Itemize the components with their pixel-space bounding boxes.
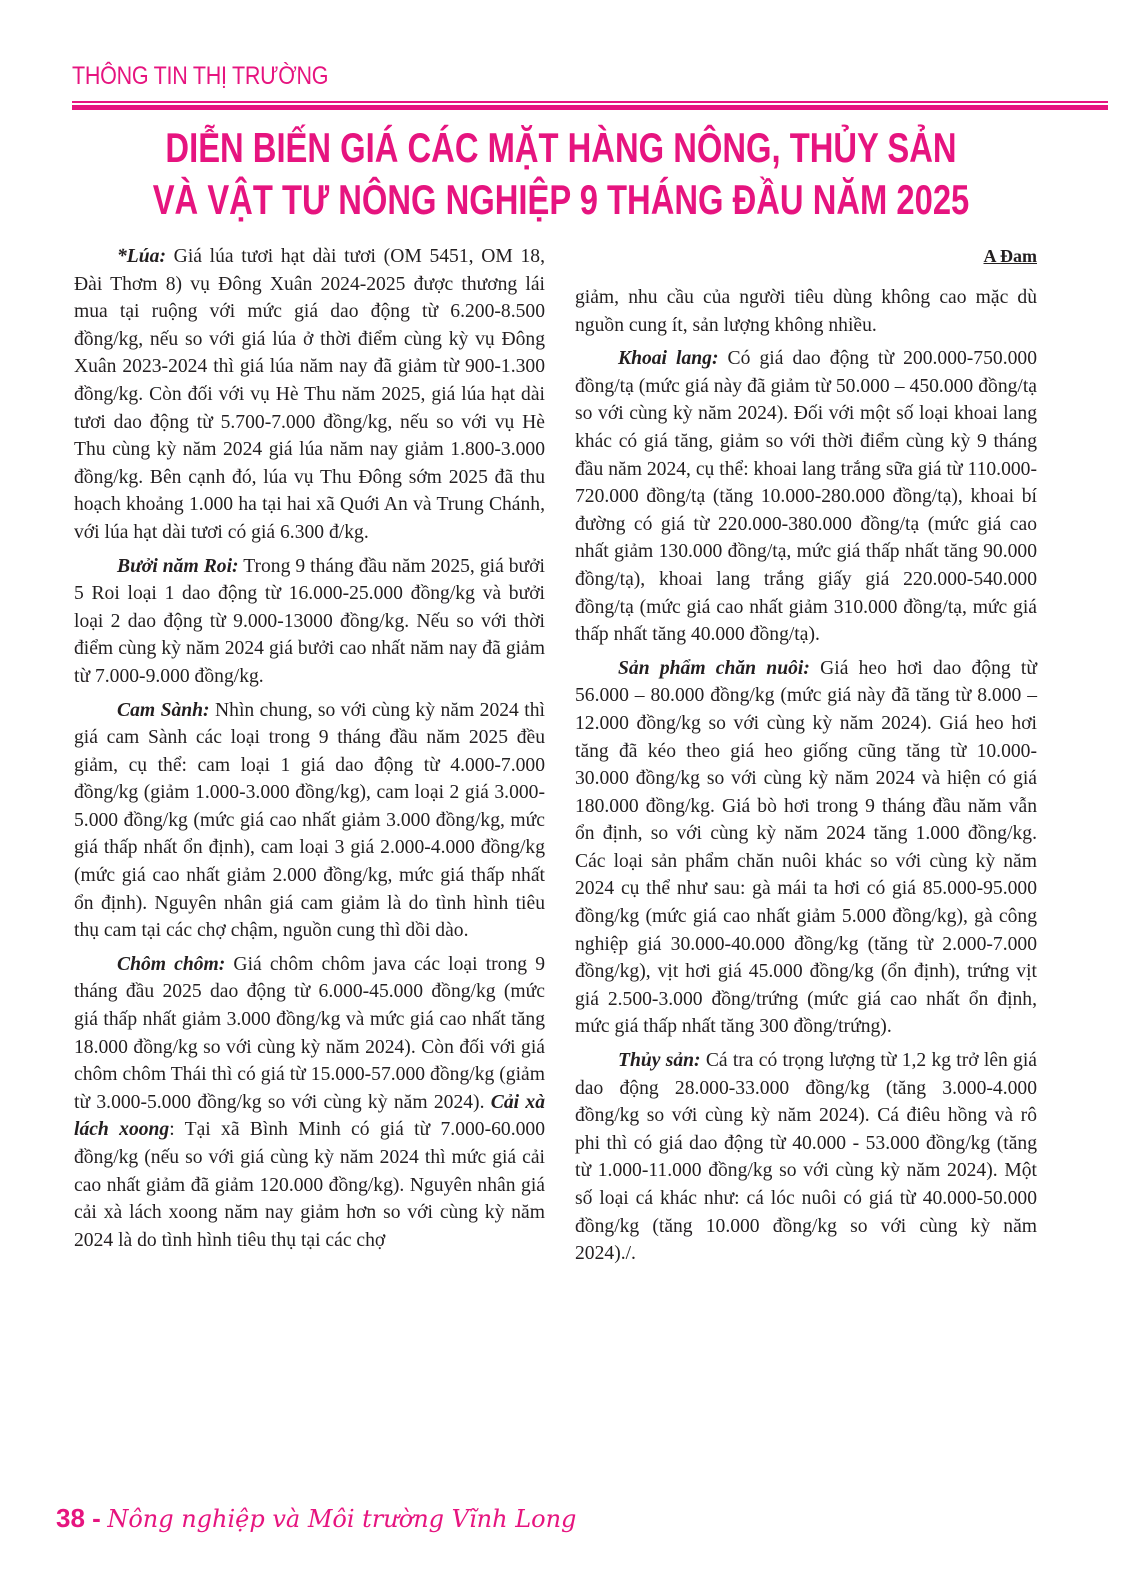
right-column: [575, 243, 1037, 1274]
paragraph-lead: Thủy sản:: [618, 1050, 701, 1072]
paragraph-text: Giá chôm chôm java các loại trong 9 tháng đầu 2025 dao động từ 6.000-45.000 đồng/kg (mức giá thấp nhất giảm 3.000 đồng/kg và mức giá cao nhất tăng 18.000 đồng/kg so với cùng kỳ năm 2024). Còn đối với giá chôm chôm Thái thì có giá từ 15.000-57.000 đồng/kg (giảm từ 3.000-5.000 đồng/kg so với cùng kỳ năm 2024).: [74, 953, 545, 1113]
paragraph-text: Cá tra có trọng lượng từ 1,2 kg trở lên giá dao động 28.000-33.000 đồng/kg (tăng 3.000-4.000 đồng/kg so với cùng kỳ năm 2024). Cá điêu hồng và rô phi thì có giá dao động từ 40.000 - 53.000 đồng/kg (tăng từ 1.000-11.000 đồng/kg so với cùng kỳ năm 2024). Một số loại cá khác như: cá lóc nuôi có giá từ 40.000-50.000 đồng/kg (tăng 10.000 đồng/kg so với cùng kỳ năm 2024)./.: [575, 1050, 1037, 1265]
header-rule-thick: [72, 105, 1108, 110]
paragraph-khoai-lang: [575, 345, 1037, 649]
paragraph-chom-chom: [74, 951, 545, 1255]
paragraph-continuation: [575, 284, 1037, 339]
paragraph-lead: *Lúa:: [117, 246, 166, 267]
paragraph-text: Có giá dao động từ 200.000-750.000 đồng/tạ (mức giá này đã giảm từ 50.000 – 450.000 đồng/tạ so với cùng kỳ năm 2024). Đối với một số loại khoai lang khác có giá tăng, giảm so với thời điểm cùng kỳ 9 tháng đầu năm 2024, cụ thể: khoai lang trắng sữa giá từ 110.000-720.000 đồng/tạ (tăng 10.000-280.000 đồng/tạ), khoai bí đường có giá từ 220.000-380.000 đồng/tạ (mức giá cao nhất giảm 130.000 đồng/tạ, mức giá thấp nhất tăng 90.000 đồng/tạ), khoai lang trắng giấy giá 220.000-540.000 đồng/tạ (mức giá cao nhất giảm 310.000 đồng/tạ, mức giá thấp nhất tăng 40.000 đồng/tạ).: [575, 348, 1037, 646]
paragraph-cam-sanh: [74, 697, 545, 945]
paragraph-lead: Bưởi năm Roi:: [117, 555, 239, 577]
left-column: [74, 243, 545, 1260]
paragraph-lead: Chôm chôm:: [117, 953, 226, 975]
paragraph-text: Giá lúa tươi hạt dài tươi (OM 5451, OM 18, Đài Thơm 8) vụ Đông Xuân 2024-2025 được thương lái mua tại ruộng với mức giá dao động từ 6.200-8.500 đồng/kg, nếu so với giá lúa ở thời điểm cùng kỳ vụ Đông Xuân 2023-2024 thì giá lúa năm nay đã giảm từ 900-1.300 đồng/kg. Còn đối với vụ Hè Thu năm 2025, giá lúa hạt dài tươi dao động từ 5.700-7.000 đồng/kg, nếu so với vụ Hè Thu cùng kỳ năm 2024 giá lúa năm nay giảm 1.800-3.000 đồng/kg. Bên cạnh đó, lúa vụ Thu Đông sớm 2025 đã thu hoạch khoảng 1.000 ha tại hai xã Quới An và Trung Chánh, với lúa hạt dài tươi có giá 6.300 đ/kg.: [74, 246, 545, 543]
article-title: [0, 122, 1122, 226]
paragraph-chan-nuoi: [575, 655, 1037, 1041]
author-byline: A Đam: [983, 246, 1037, 266]
paragraph-text: Trong 9 tháng đầu năm 2025, giá bưởi 5 Roi loại 1 dao động từ 16.000-25.000 đồng/kg và bưởi loại 2 dao động từ 9.000-13000 đồng/kg. Nếu so với thời điểm cùng kỳ năm 2024 giá bưởi cao nhất năm nay đã giảm từ 7.000-9.000 đồng/kg.: [74, 555, 545, 687]
magazine-name: Nông nghiệp và Môi trường Vĩnh Long: [107, 1505, 577, 1533]
paragraph-text-secondary: : Tại xã Bình Minh có giá từ 7.000-60.000 đồng/kg (nếu so với giá cùng kỳ năm 2024 thì mức giá cải cao nhất giảm đã giảm 120.000 đồng/kg). Nguyên nhân giá cải xà lách xoong năm nay giảm hơn so với cùng kỳ năm 2024 là do tình hình tiêu thụ tại các chợ: [74, 1119, 545, 1251]
paragraph-lead: Sản phẩm chăn nuôi:: [618, 657, 810, 679]
article-title-line-2: VÀ VẬT TƯ NÔNG NGHIỆP 9 THÁNG ĐẦU NĂM 2025: [152, 176, 970, 223]
paragraph-lead: Khoai lang:: [618, 348, 719, 370]
paragraph-lua: [74, 243, 545, 547]
page-footer: [56, 1503, 576, 1534]
paragraph-text: giảm, nhu cầu của người tiêu dùng không cao mặc dù nguồn cung ít, sản lượng không nhiều.: [575, 287, 1037, 336]
article-title-line-1: DIỄN BIẾN GIÁ CÁC MẶT HÀNG NÔNG, THỦY SẢN: [165, 124, 957, 171]
header-rule-thin: [72, 101, 1108, 103]
section-label: THÔNG TIN THỊ TRƯỜNG: [72, 62, 329, 90]
paragraph-lead: Cam Sành:: [117, 699, 210, 721]
paragraph-lead-secondary: Cải xà lách xoong: [74, 1091, 545, 1141]
paragraph-text: Nhìn chung, so với cùng kỳ năm 2024 thì giá cam Sành các loại trong 9 tháng đầu năm 2025 đều giảm, cụ thể: cam loại 1 giá dao động từ 4.000-7.000 đồng/kg (giảm 1.000-3.000 đồng/kg), cam loại 2 giá 3.000-5.000 đồng/kg (mức giá cao nhất giảm 3.000 đồng/kg, mức giá thấp nhất ổn định), cam loại 3 giá 2.000-4.000 đồng/kg (mức giá cao nhất giảm 2.000 đồng/kg, mức giá thấp nhất ổn định). Nguyên nhân giá cam giảm là do tình hình tiêu thụ cam tại các chợ chậm, nguồn cung thì dồi dào.: [74, 699, 545, 942]
page-number: 38 -: [56, 1503, 101, 1533]
paragraph-thuy-san: [575, 1047, 1037, 1268]
paragraph-text: Giá heo hơi dao động từ 56.000 – 80.000 đồng/kg (mức giá này đã tăng từ 8.000 – 12.000 đồng/kg so với cùng kỳ năm 2024). Giá heo hơi tăng đã kéo theo giá heo giống cũng tăng từ 10.000-30.000 đồng/kg so với cùng kỳ năm 2024 và hiện có giá 180.000 đồng/kg. Giá bò hơi trong 9 tháng đầu năm vẫn ổn định, so với cùng kỳ năm 2024 tăng 1.000 đồng/kg. Các loại sản phẩm chăn nuôi khác so với cùng kỳ năm 2024 cụ thể như sau: gà mái ta hơi có giá 85.000-95.000 đồng/kg (mức giá cao nhất giảm 5.000 đồng/kg), gà công nghiệp giá 30.000-40.000 đồng/kg (tăng từ 2.000-7.000 đồng/kg), vịt hơi giá 45.000 đồng/kg (ổn định), trứng vịt giá 2.500-3.000 đồng/trứng (mức giá cao nhất ổn định, mức giá thấp nhất tăng 300 đồng/trứng).: [575, 657, 1037, 1038]
paragraph-buoi: [74, 553, 545, 691]
